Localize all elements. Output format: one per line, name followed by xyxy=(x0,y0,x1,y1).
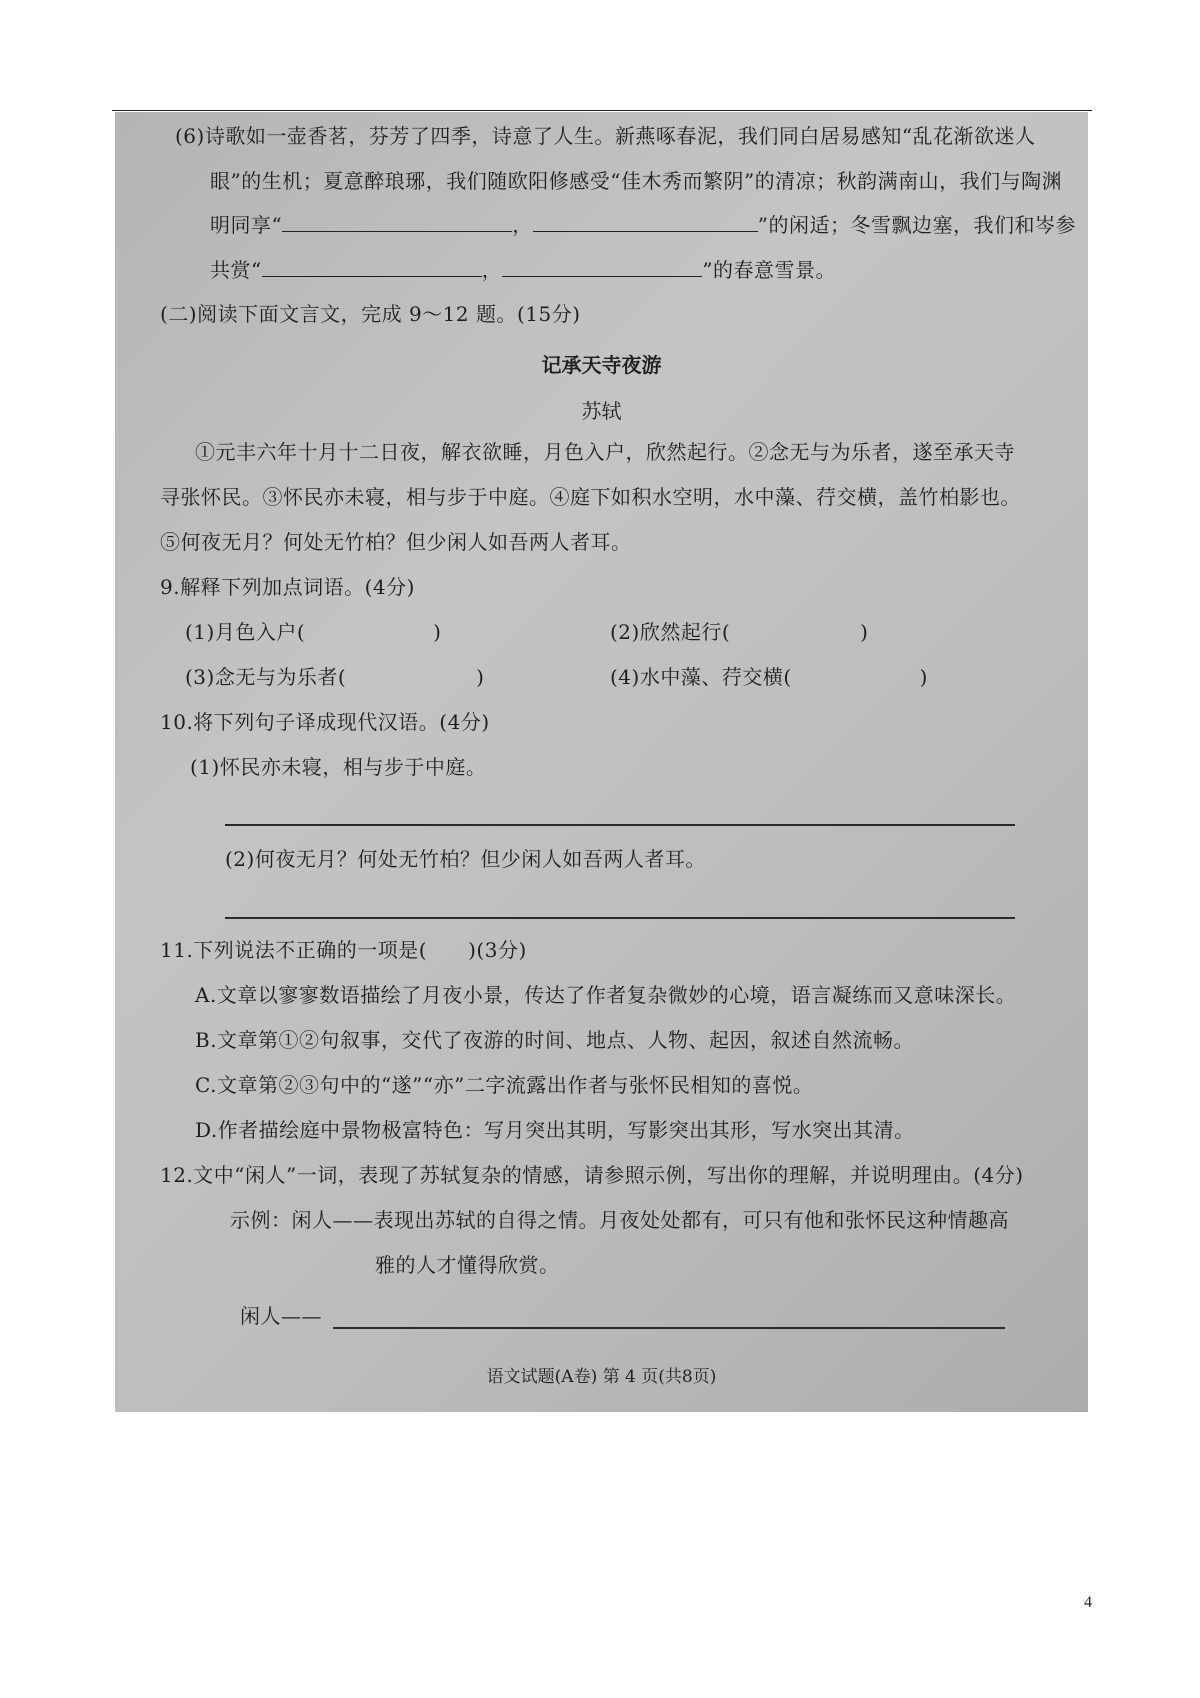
blank-4[interactable] xyxy=(502,258,702,277)
q11-option-c: C.文章第②③句中的“遂”“亦”二字流露出作者与张怀民相知的喜悦。 xyxy=(195,1073,814,1097)
q6-line4: 共赏“ ， ”的春意雪景。 xyxy=(210,258,836,282)
q12-answer-label: 闲人—— xyxy=(240,1304,322,1328)
q11-prompt: 11.下列说法不正确的一项是( )(3分) xyxy=(160,938,527,962)
passage-line1: ①元丰六年十月十二日夜，解衣欲睡，月色入户，欣然起行。②念无与为乐者，遂至承天寺 xyxy=(195,440,1015,464)
passage-line3: ⑤何夜无月？何处无竹柏？但少闲人如吾两人者耳。 xyxy=(160,530,632,554)
q12-prompt: 12.文中“闲人”一词，表现了苏轼复杂的情感，请参照示例，写出你的理解，并说明理由。(4分) xyxy=(160,1163,1024,1187)
page-number: 4 xyxy=(1084,1594,1092,1611)
q6-line3: 明同享“ ， ”的闲适；冬雪飘边塞，我们和岑参 xyxy=(210,213,1076,237)
q10-sentence2: (2)何夜无月？何处无竹柏？但少闲人如吾两人者耳。 xyxy=(225,847,706,871)
q12-example-line1: 示例：闲人——表现出苏轼的自得之情。月夜处处都有，可只有他和张怀民这种情趣高 xyxy=(230,1208,1009,1232)
q12-answer-line[interactable] xyxy=(333,1327,1005,1329)
q9-item3: (3)念无与为乐者( ) xyxy=(185,665,485,689)
q11-option-b: B.文章第①②句叙事，交代了夜游的时间、地点、人物、起因，叙述自然流畅。 xyxy=(195,1028,915,1052)
passage-author: 苏轼 xyxy=(581,399,622,423)
q11-option-d: D.作者描绘庭中景物极富特色：写月突出其明，写影突出其形，写水突出其清。 xyxy=(195,1118,915,1142)
q9-item4: (4)水中藻、荇交横( ) xyxy=(610,665,928,689)
passage-line2: 寻张怀民。③怀民亦未寝，相与步于中庭。④庭下如积水空明，水中藻、荇交横，盖竹柏影也。 xyxy=(160,485,1021,509)
q10-sentence1: (1)怀民亦未寝，相与步于中庭。 xyxy=(190,755,487,779)
scanned-exam-page xyxy=(115,112,1088,1412)
q9-prompt: 9.解释下列加点词语。(4分) xyxy=(160,575,415,599)
q10-answer-line1[interactable] xyxy=(225,824,1015,826)
blank-3[interactable] xyxy=(262,258,482,277)
blank-2[interactable] xyxy=(533,213,758,232)
q12-example-line2: 雅的人才懂得欣赏。 xyxy=(375,1253,560,1277)
q10-answer-line2[interactable] xyxy=(225,917,1015,919)
page-footer: 语文试题(A卷) 第 4 页(共8页) xyxy=(486,1367,717,1387)
top-rule xyxy=(112,110,1092,111)
q10-prompt: 10.将下列句子译成现代汉语。(4分) xyxy=(160,710,490,734)
q6-line1: (6)诗歌如一壶香茗，芬芳了四季，诗意了人生。新燕啄春泥，我们同白居易感知“乱花渐欲迷人 xyxy=(175,124,1036,148)
q9-item1: (1)月色入户( ) xyxy=(185,620,442,644)
passage-title: 记承天寺夜游 xyxy=(541,353,662,377)
q9-item2: (2)欣然起行( ) xyxy=(610,620,869,644)
blank-1[interactable] xyxy=(282,213,512,232)
section2-header: (二)阅读下面文言文，完成 9～12 题。(15分) xyxy=(160,302,581,326)
q6-line2: 眼”的生机；夏意醉琅琊，我们随欧阳修感受“佳木秀而繁阴”的清凉；秋韵满南山，我们与陶渊 xyxy=(210,169,1063,193)
q11-option-a: A.文章以寥寥数语描绘了月夜小景，传达了作者复杂微妙的心境，语言凝练而又意味深长。 xyxy=(195,983,1017,1007)
